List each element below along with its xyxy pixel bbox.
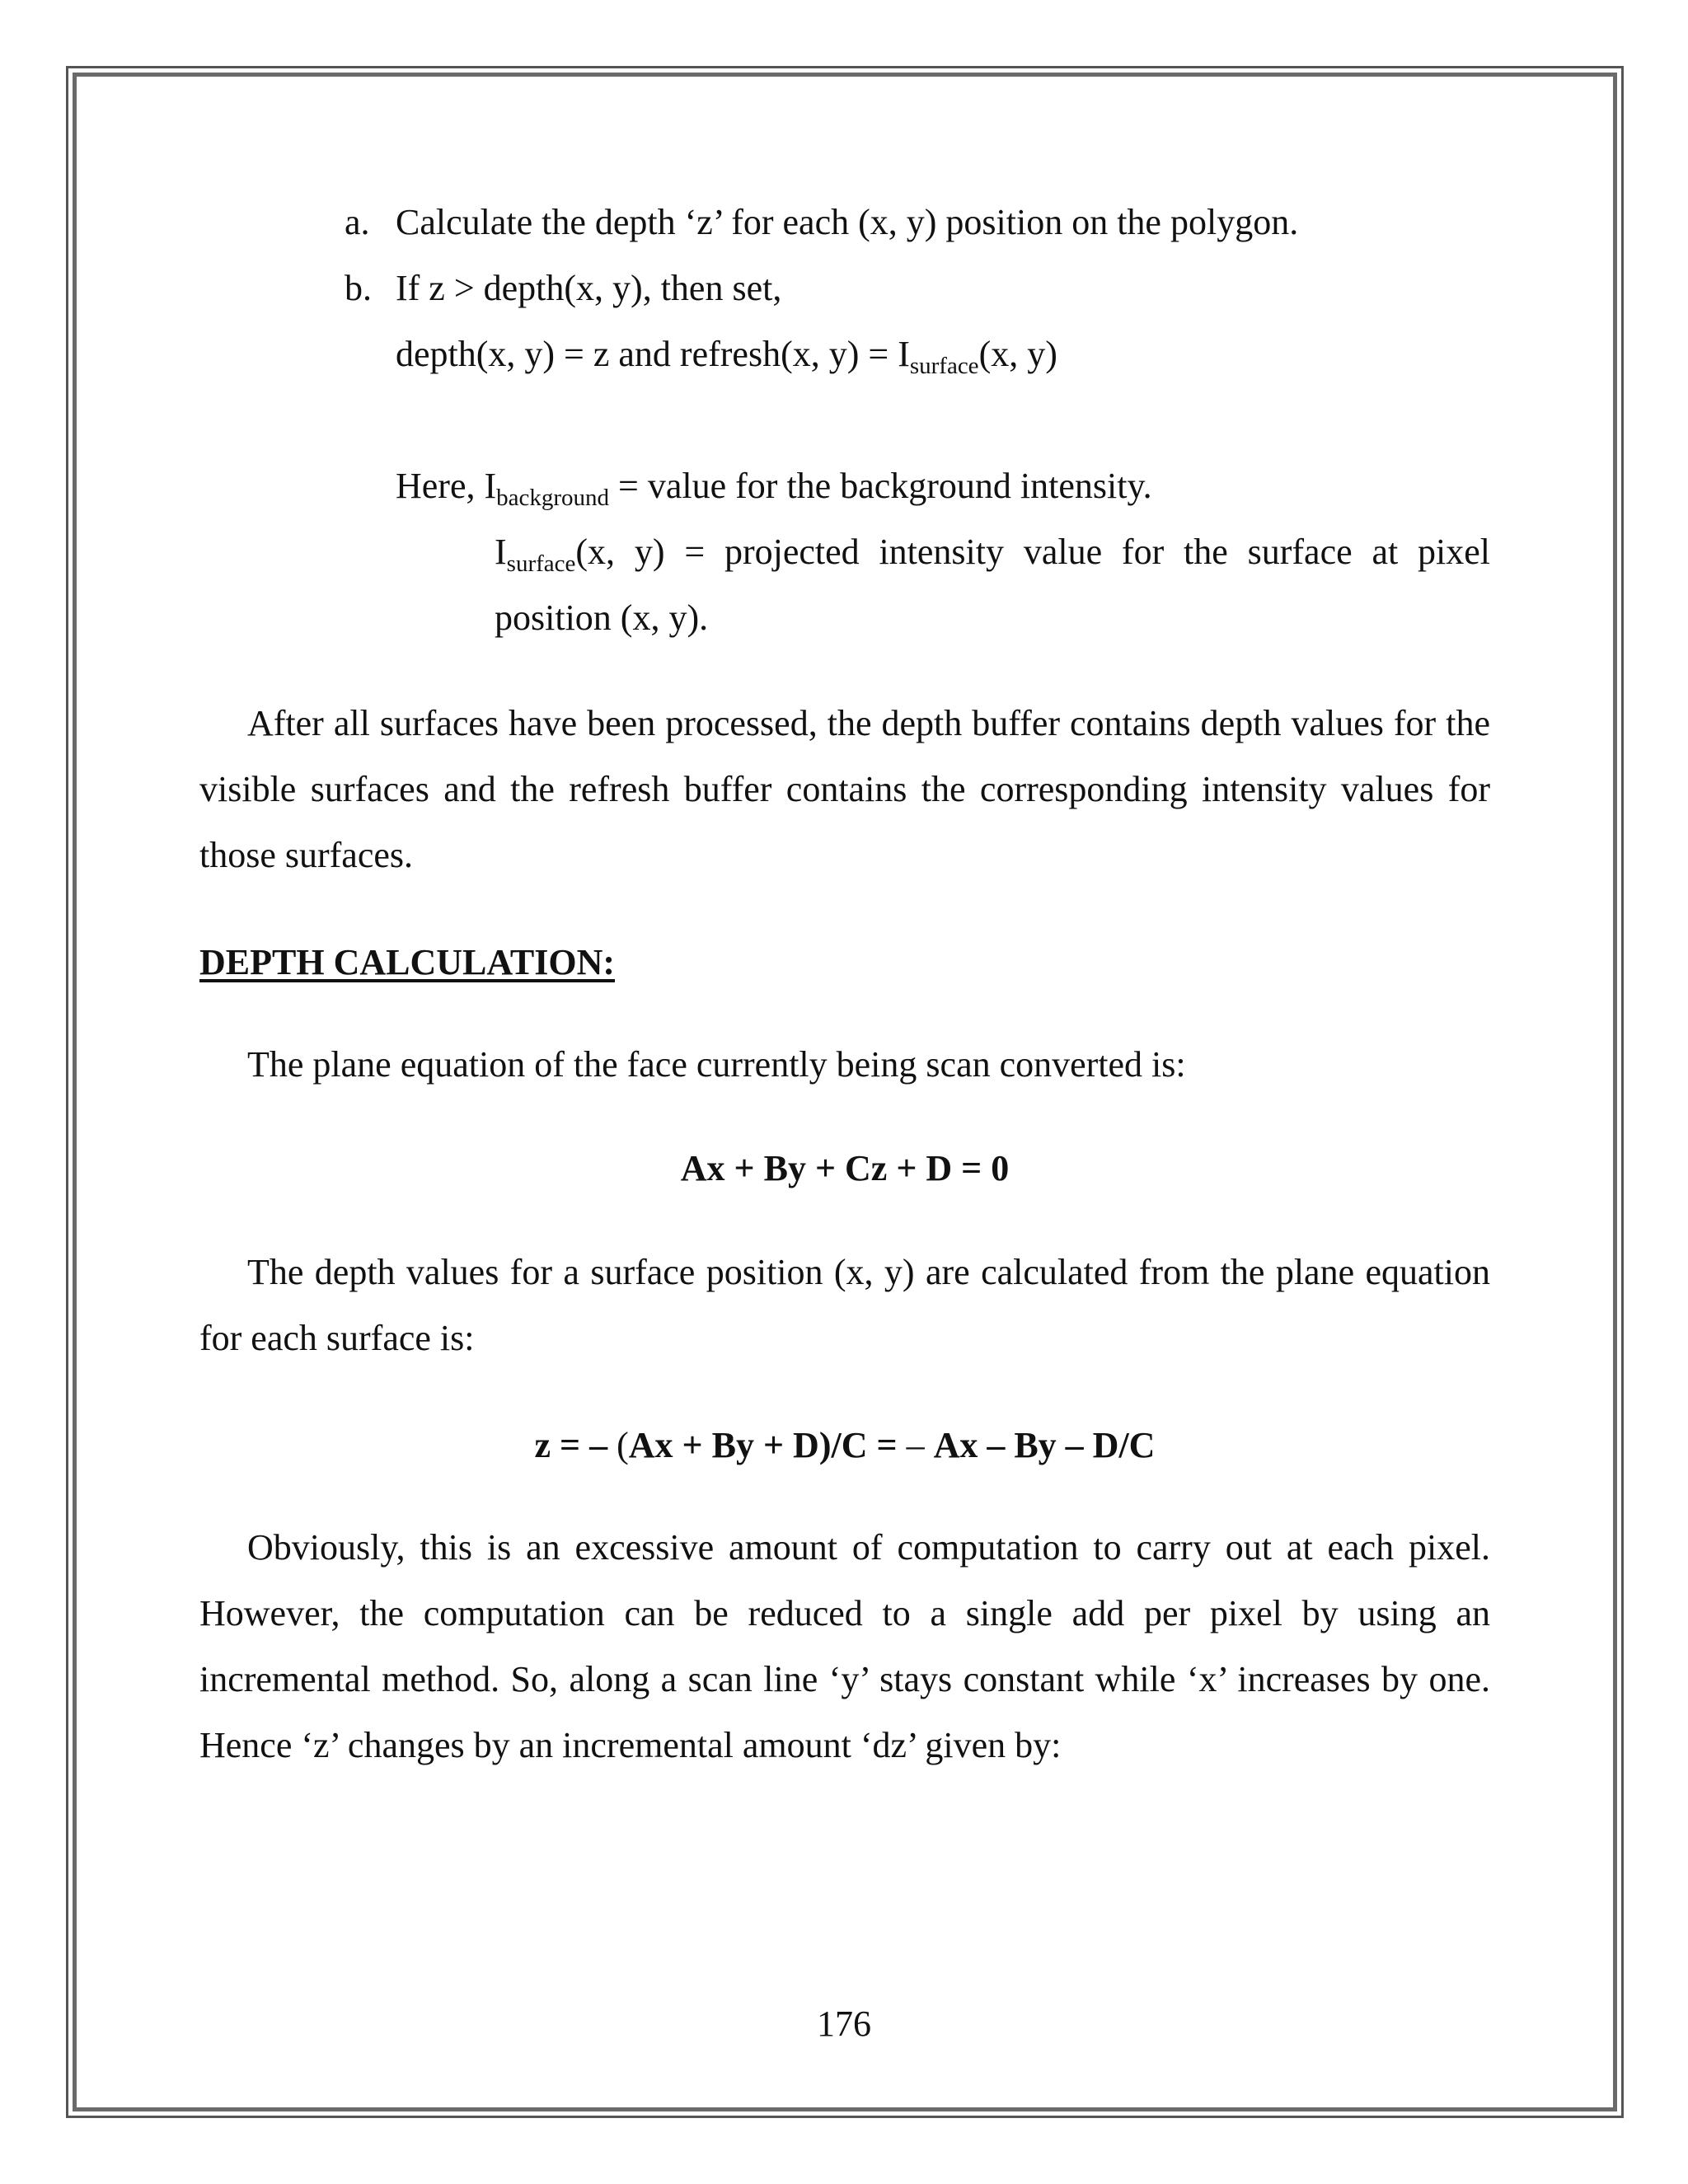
plane-equation: Ax + By + Cz + D = 0 [680, 1148, 1010, 1188]
surface-definition: $I_{surface}(x$, y) = projected intensity value for the surface at pixel [495, 532, 1490, 577]
surface-definition-cont: position (x, y). [495, 598, 709, 638]
step-a-text: Calculate the depth ‘z’ for each (x, y) position on the polygon. [396, 202, 1299, 242]
background-definition: Here, $I_{background}$ = value for the background intensity. [396, 466, 1152, 511]
paragraph-depth-values: The depth values for a surface position (x, y) are calculated from the plane equation for each surface is: [199, 1252, 1490, 1358]
section-heading: DEPTH CALCULATION: [199, 942, 616, 982]
paragraph-after-processing: After all surfaces have been processed, the depth buffer contains depth values for the visible surfaces and the refresh buffer contains the corresponding intensity values for those surfaces. [199, 703, 1490, 875]
step-b-continuation: depth(x, y) = z and refresh(x, $y) = I_{surface}(x$, y) [396, 334, 1057, 379]
step-b-text: If z > depth(x, y), then set, [396, 268, 782, 308]
z-equation: z = – (Ax + By + D)/C = – Ax – By – D/C [534, 1425, 1156, 1465]
paragraph-obviously: Obviously, this is an excessive amount of computation to carry out at each pixel. However, the computation can be reduced to a single add per pixel by using an incremental method. So, along a scan line ‘y’ stays constant while ‘x’ increases by one. Hence ‘z’ changes by an incremental amount ‘dz’ given by: [199, 1527, 1490, 1765]
step-a-marker: a. [345, 202, 370, 242]
page-number: 176 [817, 2004, 871, 2044]
paragraph-plane-intro: The plane equation of the face currently being scan converted is: [247, 1044, 1186, 1085]
step-b-marker: b. [345, 268, 372, 308]
